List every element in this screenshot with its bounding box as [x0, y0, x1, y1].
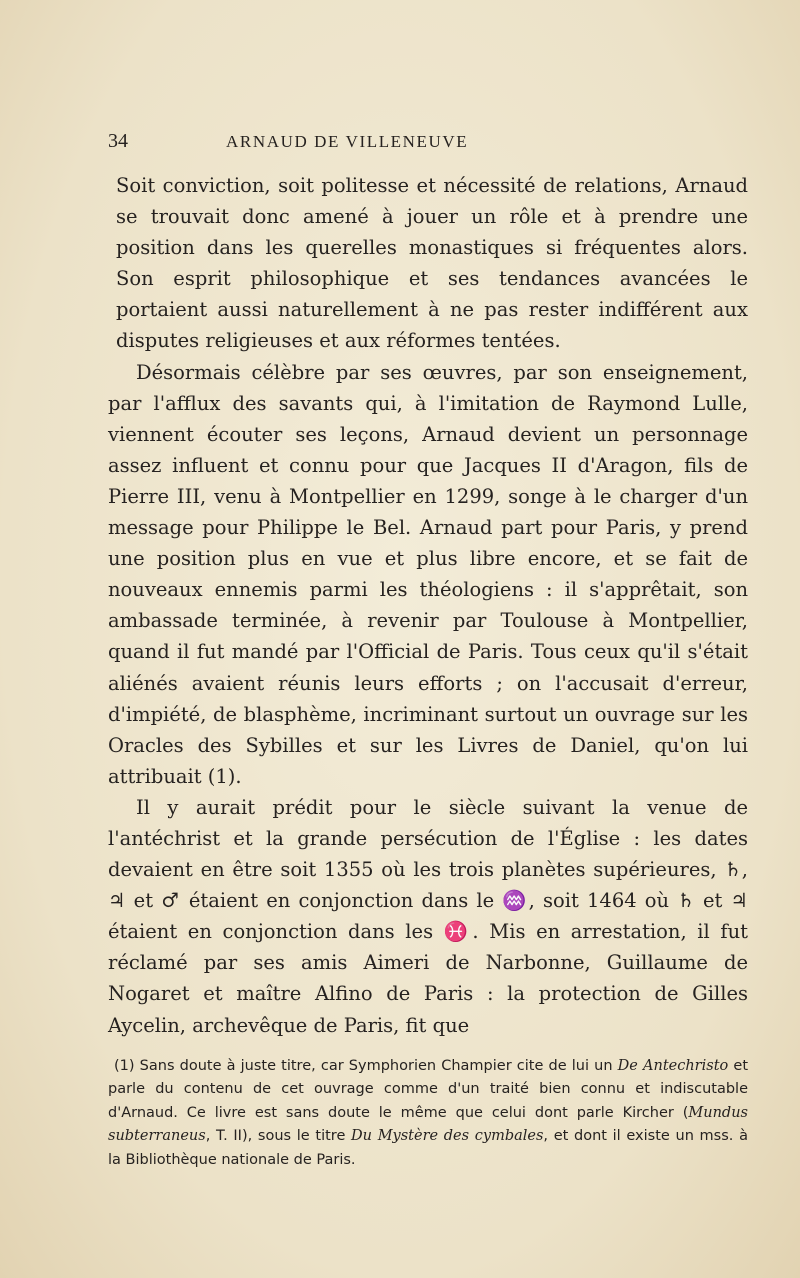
paragraph-1: Soit conviction, soit politesse et nécessité de relations, Arnaud se trouvait donc amené à jouer un rôle et à prendre une position dans les querelles monastiques si fréquentes alors. Son esprit philosophique et ses tendances avancées le portaient aussi naturellement à ne pas rester indifférent aux disputes religieuses et aux réformes tentées. [116, 174, 748, 353]
footnote-text: , et dont il existe un mss. à la Bibliothèque nationale de Paris. [108, 1128, 748, 1168]
paragraph-2: Désormais célèbre par ses œuvres, par son enseignement, par l'afflux des savants qui, à l'imitation de Raymond Lulle, viennent écouter ses leçons, Arnaud devient un personnage assez influent et connu pour que Jacques II d'Aragon, fils de Pierre III, venu à Montpellier en 1299, songe à le charger d'un message pour Philippe le Bel. Arnaud part pour Paris, y prend une position plus en vue et plus libre encore, et se fait de nouveaux ennemis parmi les théologiens : il s'apprêtait, son ambassade terminée, à revenir par Toulouse à Montpellier, quand il fut mandé par l'Official de Paris. Tous ceux qu'il s'était aliénés avaient réunis leurs efforts ; on l'accusait d'erreur, d'impiété, de blasphème, incriminant surtout un ouvrage sur les Oracles des Sybilles et sur les Livres de Daniel, qu'on lui attribuait (1). [108, 360, 748, 788]
footnote-text: (1) Sans doute à juste titre, car Symphorien Champier cite de lui un [114, 1057, 618, 1074]
running-title: ARNAUD DE VILLENEUVE [226, 132, 469, 151]
footnote-title-mundus: Mundus subterraneus [108, 1104, 748, 1145]
footnote-text: , T. II), sous le titre [205, 1128, 352, 1145]
footnote-1 [108, 1055, 748, 1173]
footnote-text: et parle du contenu de cet ouvrage comme d'un traité bien connu et indiscutable d'Arnaud. Ce livre est sans doute le même que celui dont parle Kircher ( [108, 1057, 749, 1121]
paragraph-3: Il y aurait prédit pour le siècle suivant la venue de l'antéchrist et la grande persécution de l'Église : les dates devaient en être soit 1355 où les trois planètes supérieures, ♄, ♃ et ♂ étaient en conjonction dans le ♒, soit 1464 où ♄ et ♃ étaient en conjonction dans les ♓. Mis en arrestation, il fut réclamé par ses amis Aimeri de Narbonne, Guillaume de Nogaret et maître Alfino de Paris : la protection de Gilles Aycelin, archevêque de Paris, fit que [108, 795, 748, 1037]
footnote-title-mystere: Du Mystère des cymbales [351, 1128, 544, 1145]
footnote-title-antechristo: De Antechristo [617, 1057, 729, 1074]
page-header [108, 130, 748, 164]
footnotes [108, 1055, 748, 1173]
page-number: 34 [108, 130, 128, 152]
book-page [108, 130, 748, 1172]
main-text [108, 170, 748, 1041]
